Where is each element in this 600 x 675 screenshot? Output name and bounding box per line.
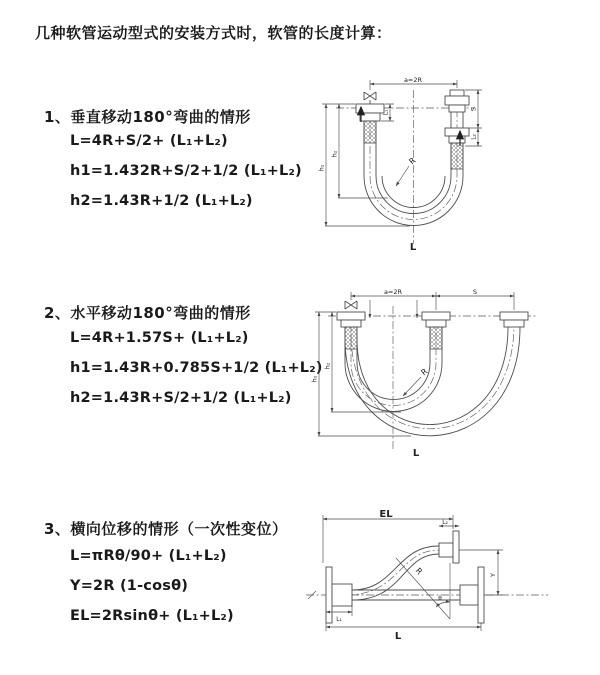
dim-label-h1: h₁ [310,375,319,383]
section3-formula-Y: Y=2R (1-cosθ) [70,578,189,594]
dim-label-h2: h₂ [330,150,339,158]
dim-label-L1: L₁ [383,109,390,116]
dim-label-S: S [472,288,478,296]
left-flange-fitting [356,104,384,143]
radius-label: R [407,155,418,167]
length-label: L [409,242,417,253]
dim-label-a2R: a=2R [403,76,423,84]
section1-formula-h1: h1=1.432R+S/2+1/2 (L₁+L₂) [70,163,302,179]
dim-label-h2: h₂ [323,362,332,370]
braided-section [451,143,463,169]
radius-label: R [413,566,425,577]
angle-label-theta: θ [438,596,442,602]
radius-construction-lines [396,558,450,619]
dim-label-a2R: a=2R [383,288,403,296]
diagram-vertical-180-bend [312,76,578,262]
dim-label-Y: Y [489,573,497,577]
section3-formula-L: L=πRθ/90+ (L₁+L₂) [70,548,227,564]
hose-u-position1 [345,327,442,412]
flange-fittings [337,312,528,349]
section3-heading: 3、横向位移的情形（一次性变位） [44,520,288,538]
dim-label-L2: L₂ [471,134,478,140]
dim-label-EL: EL [379,509,393,520]
right-flange-fittings [445,90,469,169]
page-title: 几种软管运动型式的安装方式时，软管的长度计算： [35,24,392,42]
section1-formula-h2: h2=1.43R+1/2 (L₁+L₂) [70,193,253,209]
section2-formula-L: L=4R+1.57S+ (L₁+L₂) [70,330,249,346]
dim-label-h1: h₁ [317,164,326,172]
dim-label-L1: L₁ [336,617,342,623]
section1-formula-L: L=4R+S/2+ (L₁+L₂) [70,133,228,149]
section1-heading: 1、垂直移动180°弯曲的情形 [44,108,251,126]
diagram-lateral-displacement [298,505,598,653]
length-label: L [412,448,420,459]
valve-icon [345,301,357,309]
left-flange [326,567,352,623]
upper-flange [439,531,459,563]
right-flange [460,567,484,623]
section2-heading: 2、水平移动180°弯曲的情形 [44,304,251,322]
section2-formula-h1: h1=1.43R+0.785S+1/2 (L₁+L₂) [70,360,323,376]
section2-formula-h2: h2=1.43R+S/2+1/2 (L₁+L₂) [70,390,292,406]
valve-icon [364,92,376,104]
radius-label: R [419,366,430,378]
section3-formula-EL: EL=2Rsinθ+ (L₁+L₂) [70,608,234,624]
dim-label-S: S [469,106,478,112]
length-label: L [394,631,402,642]
dimension-lines [323,515,503,631]
diagram-horizontal-180-bend [306,284,598,466]
dim-label-L2: L₂ [442,520,448,526]
braided-section [364,121,376,143]
